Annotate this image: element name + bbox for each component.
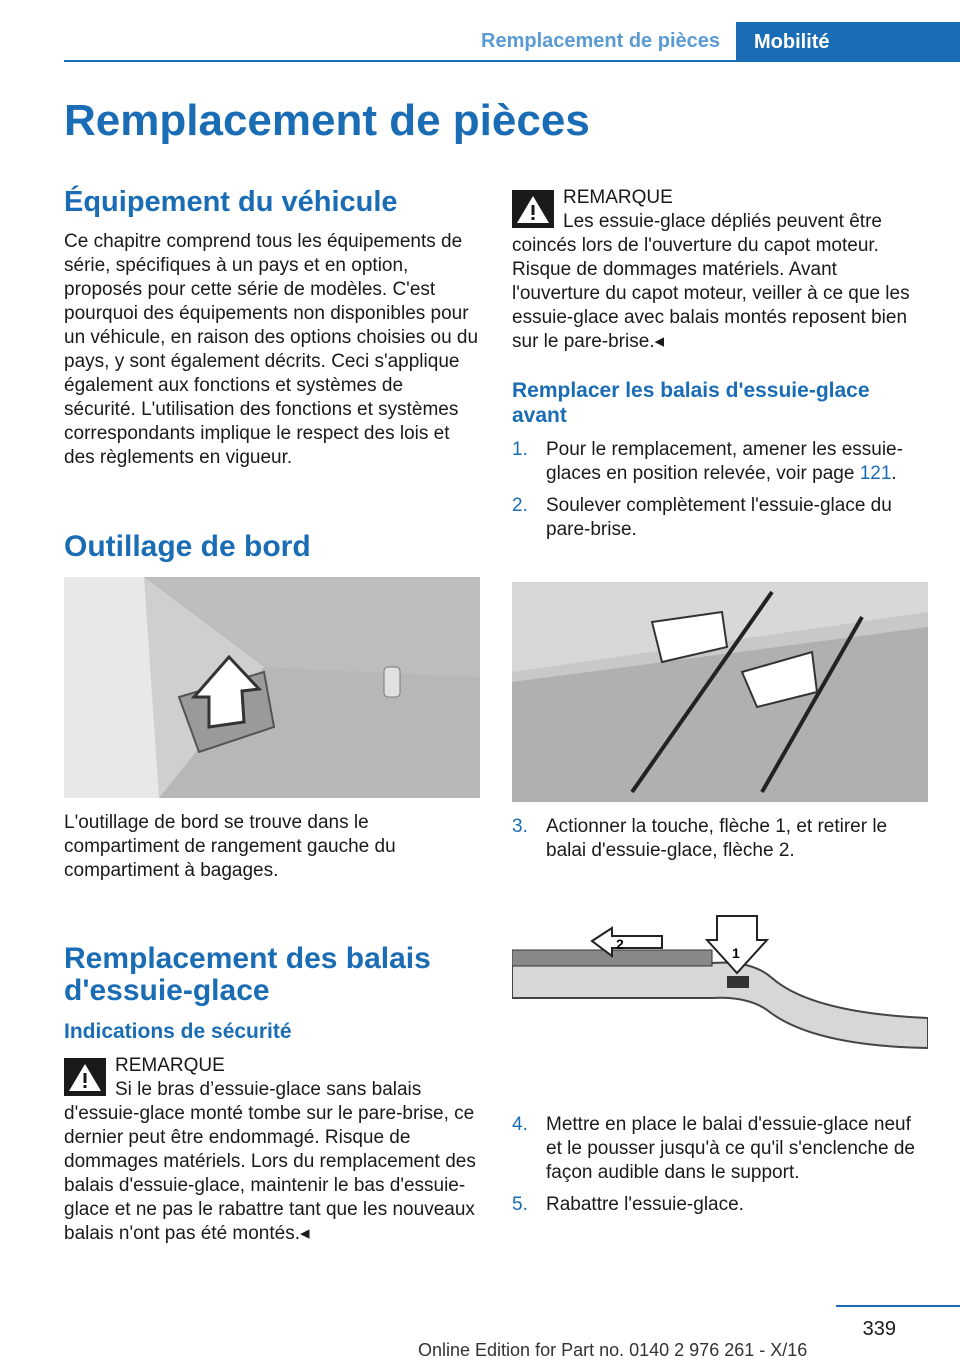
step-item <box>512 438 928 486</box>
right-column <box>512 186 928 550</box>
trunk-compartment-image <box>64 577 480 798</box>
warning-lead: Les essuie-glace dépliés peuvent être <box>563 211 882 232</box>
left-column <box>64 186 480 470</box>
equipment-heading: Équipement du véhicule <box>64 186 398 218</box>
warning-lead: Si le bras d’essuie-glace sans balais <box>115 1079 422 1100</box>
page-link[interactable]: 121 <box>859 463 892 484</box>
warning-body: coincés lors de l'ouverture du capot moteur. Risque de dommages matériels. Avant l'ouverture du capot moteur, veiller à ce que les essuie-glace avec balais montés reposent bien sur le pare-brise.◂ <box>512 235 910 352</box>
step-number: 3. <box>512 816 528 837</box>
equipment-text: Ce chapitre comprend tous les équipements de série, spécifiques à un pays et en option, proposés pour cette série de modèles. C'est pourquoi des équipements non disponibles pour un véhicule, en raison des options choisies ou du pays, y sont également décrits. Ceci s'applique également aux fonctions et systèmes de sécurité. L'utilisation des fonctions et systèmes correspondants implique le respect des lois et des règlements en vigueur. <box>64 231 479 468</box>
footer-rule <box>836 1305 960 1307</box>
step-text: Actionner la touche, flèche 1, et retirer le balai d'essuie-glace, flèche 2. <box>546 816 888 861</box>
warning-title: REMARQUE <box>563 187 673 208</box>
step-number: 5. <box>512 1194 528 1215</box>
windshield-wipers-image <box>512 582 928 802</box>
safety-warning <box>64 1054 480 1246</box>
step-item <box>512 494 928 542</box>
step-item <box>512 1193 928 1217</box>
step-text: Soulever complètement l'essuie-glace du pare-brise. <box>546 495 892 540</box>
tools-section <box>64 531 480 563</box>
steps-list-b <box>512 815 928 863</box>
footer-edition: Online Edition for Part no. 0140 2 976 261 - X/16 <box>418 1340 808 1360</box>
hood-warning <box>512 186 928 354</box>
tools-text-block <box>64 811 480 883</box>
step-text: Rabattre l'essuie-glace. <box>546 1194 744 1215</box>
header-rule <box>64 60 960 62</box>
header-chapter-tab: Mobilité <box>736 22 960 62</box>
step-text-tail: . <box>891 463 897 484</box>
step-text: Pour le remplacement, amener les essuie-glaces en position relevée, voir page <box>546 439 903 484</box>
tools-text: L'outillage de bord se trouve dans le compartiment de rangement gauche du compartiment à bagages. <box>64 812 396 881</box>
steps-list-a <box>512 438 928 542</box>
page-number: 339 <box>862 1318 896 1340</box>
warning-icon <box>64 1058 106 1096</box>
safety-heading: Indications de sécurité <box>64 1020 292 1043</box>
steps-45-block <box>512 1113 928 1225</box>
warning-icon <box>512 190 554 228</box>
step-number: 1. <box>512 439 528 460</box>
step-number: 2. <box>512 495 528 516</box>
page-title: Remplacement de pièces <box>64 96 590 145</box>
step-item <box>512 815 928 863</box>
step3-block <box>512 815 928 871</box>
front-wipers-heading: Remplacer les balais d'essuie-glace avant <box>512 379 870 427</box>
warning-body: d'essuie-glace monté tombe sur le pare-brise, ce dernier peut être endommagé. Risque de dommages matériels. Lors du remplacement des balais d'essuie-glace, maintenir le bas d'essuie-glace et ne pas le rabattre tant que les nouveaux balais n'ont pas été montés.◂ <box>64 1103 476 1244</box>
step-number: 4. <box>512 1114 528 1135</box>
header-section-title: Remplacement de pièces <box>481 30 720 52</box>
step-text: Mettre en place le balai d'essuie-glace neuf et le pousser jusqu'à ce qu'il s'enclenche de façon audible dans le support. <box>546 1114 915 1183</box>
warning-title: REMARQUE <box>115 1055 225 1076</box>
steps-list-c <box>512 1113 928 1217</box>
callout-2: 2 <box>616 936 624 952</box>
step-item <box>512 1113 928 1185</box>
wiper-release-image <box>512 898 928 1070</box>
wipers-section <box>64 943 480 1246</box>
callout-1: 1 <box>732 945 740 961</box>
wipers-heading: Remplacement des balais d'essuie-glace <box>64 942 431 1007</box>
tools-heading: Outillage de bord <box>64 530 311 563</box>
